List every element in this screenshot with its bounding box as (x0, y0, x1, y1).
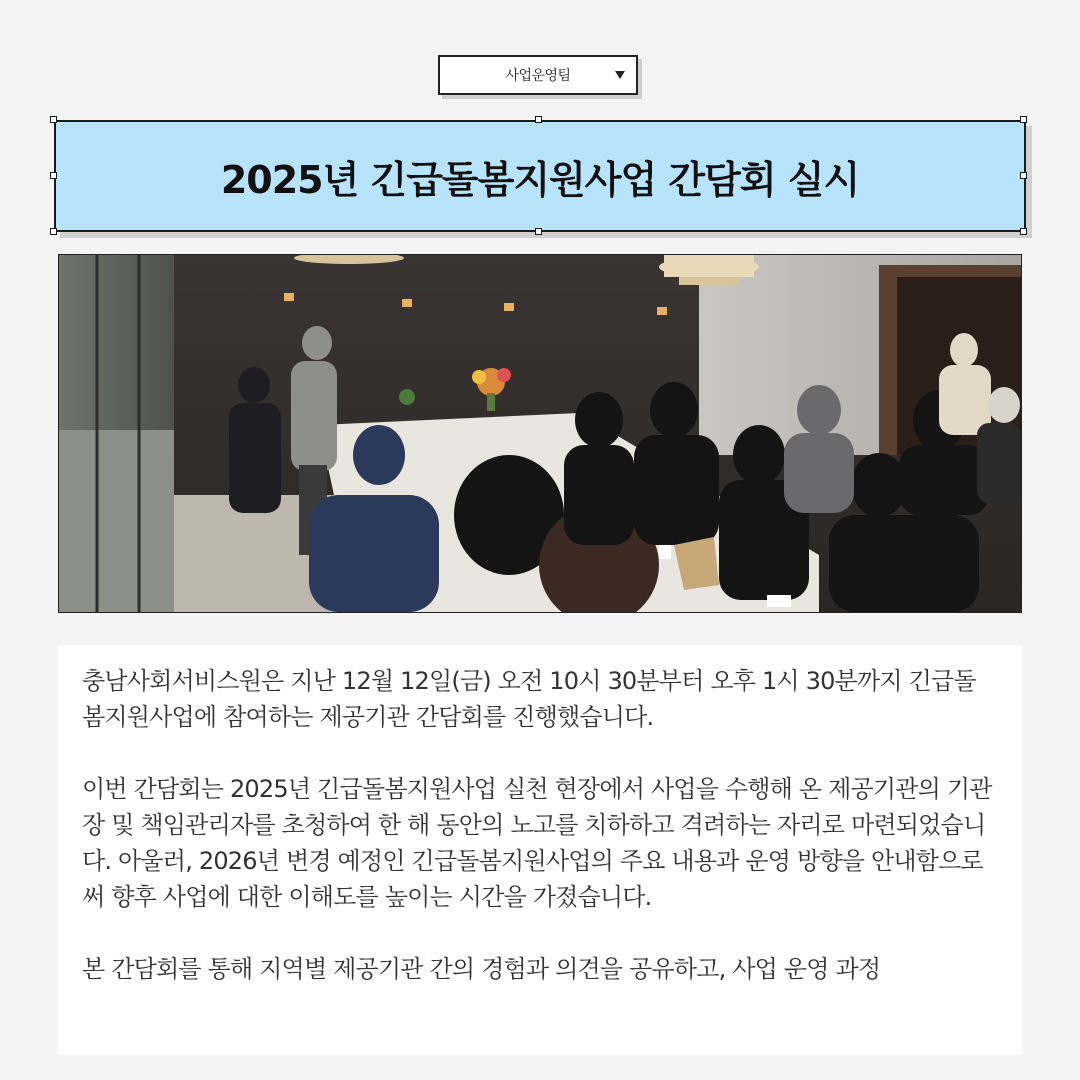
selection-handle (50, 228, 57, 235)
meeting-photo (58, 254, 1022, 613)
title-banner (54, 120, 1026, 232)
chevron-down-icon (615, 71, 625, 79)
selection-handle (1020, 116, 1027, 123)
team-dropdown[interactable] (438, 55, 638, 95)
page-title: 2025년 긴급돌봄지원사업 간담회 실시 (220, 157, 860, 202)
selection-handle (50, 172, 57, 179)
article-body (58, 645, 1022, 1055)
selection-handle (1020, 172, 1027, 179)
paragraph: 충남사회서비스원은 지난 12월 12일(금) 오전 10시 30분부터 오후 1시 30분까지 긴급돌봄지원사업에 참여하는 제공기관 간담회를 진행했습니다. (82, 667, 976, 731)
selection-handle (535, 228, 542, 235)
dropdown-selected-value: 사업운영팀 (505, 68, 571, 84)
paragraph: 이번 간담회는 2025년 긴급돌봄지원사업 실천 현장에서 사업을 수행해 온 제공기관의 기관장 및 책임관리자를 초청하여 한 해 동안의 노고를 치하하고 격려하는 자리로 마련되었습니다. 아울러, 2026년 변경 예정인 긴급돌봄지원사업의 주요 내용과 운영 방향을 안내함으로써 향후 사업에 대한 이해도를 높이는 시간을 가졌습니다. (82, 775, 992, 911)
paragraph: 본 간담회를 통해 지역별 제공기관 간의 경험과 의견을 공유하고, 사업 운영 과정 (82, 955, 881, 983)
selection-handle (535, 116, 542, 123)
selection-handle (1020, 228, 1027, 235)
selection-handle (50, 116, 57, 123)
